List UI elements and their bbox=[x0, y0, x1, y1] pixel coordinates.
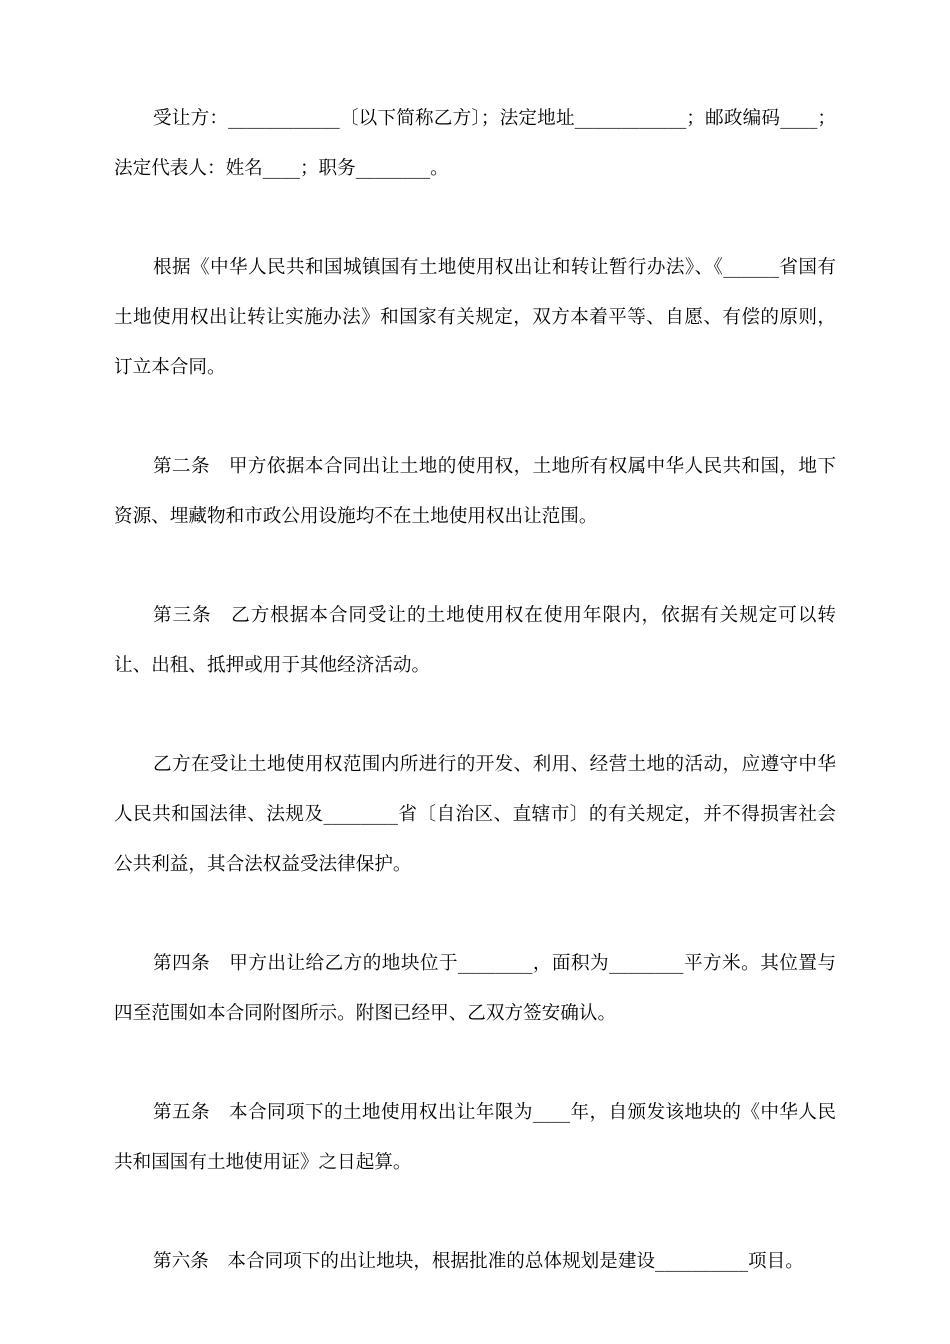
paragraph-article-3: 第三条 乙方根据本合同受让的土地使用权在使用年限内，依据有关规定可以转让、出租、抵押或用于其他经济活动。 bbox=[114, 605, 836, 676]
paragraph-article-6: 第六条 本合同项下的出让地块，根据批准的总体规划是建设__________项目。 bbox=[153, 1251, 804, 1272]
paragraph-legal-basis: 根据《中华人民共和国城镇国有土地使用权出让和转让暂行办法》、《______省国有土地使用权出让转让实施办法》和国家有关规定，双方本着平等、自愿、有偿的原则，订立本合同。 bbox=[114, 257, 836, 378]
paragraph-article-5: 第五条 本合同项下的土地使用权出让年限为____年，自颁发该地块的《中华人民共和国国有土地使用证》之日起算。 bbox=[114, 1102, 836, 1173]
paragraph-assignee-info: 受让方：____________〔以下简称乙方〕；法定地址____________；邮政编码____；法定代表人：姓名____；职务________。 bbox=[114, 108, 836, 179]
paragraph-article-3-continued: 乙方在受让土地使用权范围内所进行的开发、利用、经营土地的活动，应遵守中华人民共和国法律、法规及________省〔自治区、直辖市〕的有关规定，并不得损害社会公共利益，其合法权益受法律保护。 bbox=[114, 754, 836, 875]
paragraph-article-2: 第二条 甲方依据本合同出让土地的使用权，土地所有权属中华人民共和国，地下资源、埋藏物和市政公用设施均不在土地使用权出让范围。 bbox=[114, 456, 836, 527]
paragraph-article-4: 第四条 甲方出让给乙方的地块位于________，面积为________平方米。其位置与四至范围如本合同附图所示。附图已经甲、乙双方签安确认。 bbox=[114, 953, 836, 1024]
